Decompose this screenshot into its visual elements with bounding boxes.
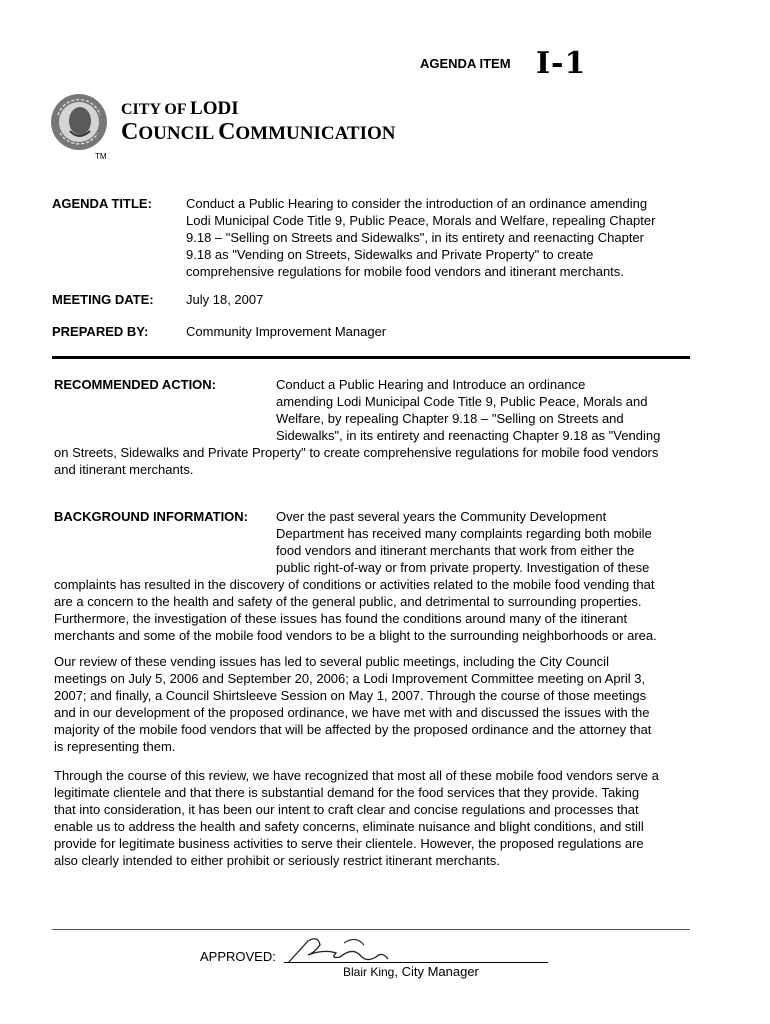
trademark: TM [95,152,107,161]
text-line: enable us to address the health and safety concerns, eliminate nuisance and blight conditions, and still [54,819,644,834]
background-paragraph-3 [54,767,659,869]
agenda-item-number: I-1 [536,46,587,81]
text-line: and in our development of the proposed ordinance, we have met with and discussed the issues with the [54,705,650,720]
agenda-title-label: AGENDA TITLE: [52,196,152,211]
text-line: Sidewalks", in its entirety and reenacting Chapter 9.18 as "Vending [276,428,661,443]
text-line: legitimate clientele and that there is substantial demand for the food services that they provide. Taking [54,785,640,800]
recommended-action-continued [54,444,658,478]
text-line: Department has received many complaints regarding both mobile [276,526,652,541]
text-line: provide for legitimate business activities to serve their clientele. However, the proposed regulations are [54,836,644,851]
signer-title: , City Manager [394,964,479,979]
text-line: Welfare, by repealing Chapter 9.18 – "Selling on Streets and [276,411,624,426]
background-paragraph-2 [54,653,651,755]
prepared-by-label: PREPARED BY: [52,324,149,339]
text-line: Over the past several years the Community Development [276,509,607,524]
prepared-by: Community Improvement Manager [186,324,387,339]
text-line: and itinerant merchants. [54,462,194,477]
signer-name: Blair King [343,965,395,979]
text-line: also clearly intended to either prohibit or seriously restrict itinerant merchants. [54,853,500,868]
agenda-title-text [186,195,655,280]
city-heading [121,98,239,120]
text-line: Conduct a Public Hearing and Introduce an ordinance [276,377,586,392]
recommended-action-indented [276,376,660,444]
city-seal-icon [50,93,108,151]
agenda-title-line: 9.18 – "Selling on Streets and Sidewalks", in its entirety and reenacting Chapter [186,230,644,245]
text-line: are a concern to the health and safety of the general public, and detrimental to surrounding properties. [54,594,642,609]
text-line: food vendors and itinerant merchants that work from either the [276,543,635,558]
page-title: COUNCIL COMMUNICATION [121,119,396,145]
agenda-title-line: comprehensive regulations for mobile food vendors and itinerant merchants. [186,264,624,279]
signer-block [343,963,479,981]
section-divider [52,356,690,359]
text-line: majority of the mobile food vendors that will be affected by the proposed ordinance and the attorney that [54,722,652,737]
text-line: on Streets, Sidewalks and Private Property" to create comprehensive regulations for mobile food vendors [54,445,659,460]
agenda-title-line: Lodi Municipal Code Title 9, Public Peace, Morals and Welfare, repealing Chapter [186,213,656,228]
agenda-item-label: AGENDA ITEM [420,56,511,71]
footer-divider [52,929,690,930]
agenda-title-line: Conduct a Public Hearing to consider the introduction of an ordinance amending [186,196,648,211]
meeting-date: July 18, 2007 [186,292,264,307]
text-line: Furthermore, the investigation of these issues has found the conditions around many of the itinerant [54,611,628,626]
text-line: 2007; and finally, a Council Shirtsleeve Session on May 1, 2007. Through the course of those meetings [54,688,647,703]
background-label: BACKGROUND INFORMATION: [54,509,249,524]
text-line: Through the course of this review, we have recognized that most all of these mobile food vendors serve a [54,768,659,783]
text-line: Our review of these vending issues has led to several public meetings, including the City Council [54,654,609,669]
text-line: complaints has resulted in the discovery of conditions or activities related to the mobile food vending that [54,577,655,592]
text-line: that into consideration, it has been our intent to craft clear and concise regulations and processes that [54,802,639,817]
text-line: amending Lodi Municipal Code Title 9, Public Peace, Morals and [276,394,648,409]
background-indented [276,508,652,576]
approved-label: APPROVED: [200,949,276,964]
city-name: LODI [190,98,239,119]
meeting-date-label: MEETING DATE: [52,292,154,307]
city-prefix: CITY OF [121,101,187,118]
text-line: merchants and some of the mobile food vendors to be a blight to the surrounding neighborhoods or area. [54,628,657,643]
recommended-action-label: RECOMMENDED ACTION: [54,377,217,392]
text-line: is representing them. [54,739,176,754]
agenda-title-line: 9.18 as "Vending on Streets, Sidewalks and Private Property" to create [186,247,594,262]
text-line: meetings on July 5, 2006 and September 20, 2006; a Lodi Improvement Committee meeting on April 3, [54,671,646,686]
text-line: public right-of-way or from private property. Investigation of these [276,560,650,575]
background-continued [54,576,657,644]
